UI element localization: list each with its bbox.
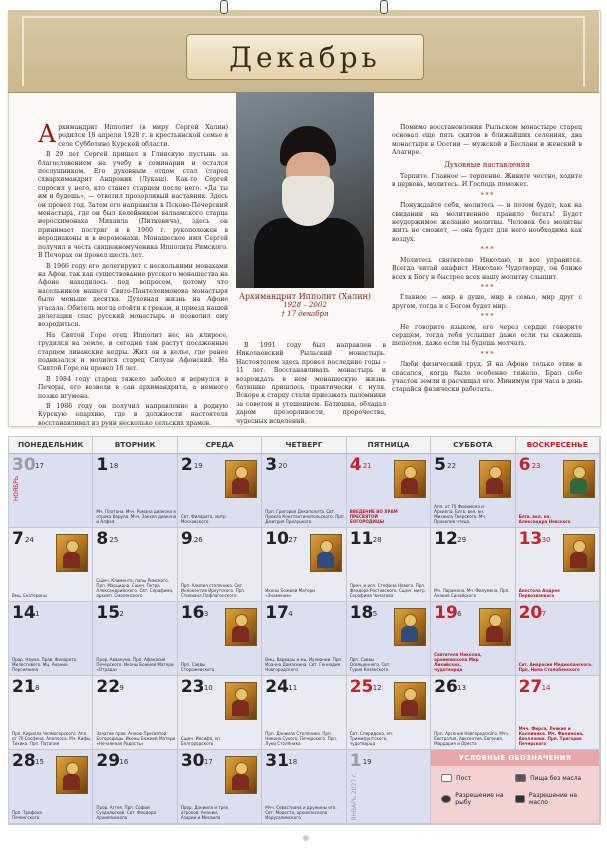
day-note: Свт. Филарета, митр. Московского (180, 514, 228, 524)
day-cell[interactable] (178, 454, 262, 528)
day-note: Вмц. Екатерины (12, 593, 47, 598)
day-cell[interactable] (9, 750, 93, 824)
quote-4: Главное — мир в душе, мир в семье, мир друг с другом, тогда и с Богом будет мир. (392, 294, 582, 310)
day-number: 12 (434, 529, 458, 549)
day-number: 15 (96, 603, 121, 623)
calendar-grid (8, 436, 601, 825)
intro-paragraph-1 (38, 120, 228, 149)
day-cell[interactable] (431, 602, 515, 676)
day-cell[interactable] (516, 676, 600, 750)
day-note: Прор. Аввакума. Прп. Афанасия Печерского. Иконы Божией Матери «Отрада» (96, 657, 174, 672)
day-number: 20 (518, 603, 543, 623)
old-style-date: 27 (288, 536, 298, 544)
days-grid (9, 454, 600, 824)
day-note: Блгв. вел. кн. Александра Невского (518, 514, 571, 524)
day-cell[interactable] (431, 454, 515, 528)
day-note: ВВЕДЕНИЕ ВО ХРАМ ПРЕСВЯТОЙ БОГОРОДИЦЫ (349, 509, 398, 524)
legend-label: Пост (456, 774, 472, 782)
legend-title: УСЛОВНЫЕ ОБОЗНАЧЕНИЯ (431, 750, 599, 766)
month-title-banner (186, 34, 424, 80)
photo-caption (236, 292, 374, 319)
old-style-date: 28 (372, 536, 382, 544)
day-note: Вмц. Варвары и мц. Иулиании. Прп. Иоанна Дамаскина. Свт. Геннадия Новгородского (265, 657, 343, 672)
day-number: 1 (96, 455, 109, 475)
saint-icon (225, 460, 257, 498)
day-note: Прор. Аггея. Прп. Софии Суздальской. Свт. Феодора Архиепископа (96, 805, 156, 820)
day-cell[interactable] (178, 602, 262, 676)
day-number: 21 (12, 677, 36, 697)
month-side-label: НОЯБРЬ (13, 476, 20, 502)
biography-column (38, 120, 228, 430)
day-note: Мч. Парамона. Мч. Филумена. Прп. Акакия Синайского (434, 588, 510, 598)
old-style-date: 4 (288, 610, 293, 618)
weekday-mon: ПОНЕДЕЛЬНИК (9, 437, 93, 453)
middle-paragraph: В 1991 году был направлен в Николаевский Рыльский монастырь. Настоятелем здесь провел последние годы – 11 лет. Восстанавливать монастырь и возрождать в нем монашескую жизнь батюшке пришлось практически с нуля. Вскоре к старцу стали приезжать паломники за советом и утешением. Батюшка, обладал даром прозорливости, пророчества, чудесных исцелений. (236, 342, 386, 425)
saint-icon (479, 608, 511, 646)
weekday-tue: ВТОРНИК (93, 437, 177, 453)
weekday-header (9, 437, 600, 454)
day-note: Апостола Андрея Первозванного (518, 588, 560, 598)
day-number: 14 (12, 603, 36, 623)
intro-paragraph-6: В 1986 году он получил направление в родную Курскую епархию, где в должности настоятеля восстанавливал из руин несколько сельских храмов. (38, 403, 228, 427)
old-style-date: 15 (35, 758, 44, 766)
portrait-photo (236, 92, 374, 288)
old-style-date: 3 (203, 610, 209, 618)
saint-icon (56, 756, 88, 794)
day-cell[interactable] (9, 528, 93, 602)
day-cell[interactable] (516, 602, 600, 676)
day-number: 26 (434, 677, 458, 697)
day-cell[interactable] (9, 676, 93, 750)
old-style-date: 7 (541, 610, 547, 618)
day-number: 9 (180, 529, 193, 549)
weekday-fri: ПЯТНИЦА (347, 437, 431, 453)
old-style-date: 6 (457, 610, 462, 618)
day-cell[interactable] (516, 528, 600, 602)
day-cell[interactable] (9, 602, 93, 676)
old-style-date: 16 (119, 758, 129, 766)
day-note: Мчч. Севастиана и дружины его. Свт. Модеста, архиепископа Иерусалимского (265, 805, 337, 820)
day-cell[interactable] (93, 676, 177, 750)
day-note: Свт. Амвросия Медиоланского. Прп. Нила Столобенского (518, 662, 593, 672)
month-side-label: ЯНВАРЬ 2027 г. (350, 772, 358, 821)
day-note: Мч. Платона. Мчч. Романа диакона и отрока Варула. Мчч. Закхея диакона и Алфея. (96, 509, 177, 524)
divider-stars: * * * (480, 350, 494, 358)
old-style-date: 23 (531, 462, 541, 470)
old-style-date: 12 (372, 684, 382, 692)
old-style-date: 30 (541, 536, 551, 544)
weekday-sat: СУББОТА (431, 437, 515, 453)
quote-3: Молитесь святителю Николаю, и все управится. Всегда читай акафист Николаю Чудотворцу, он ближе всех к Богу и быстрее всех нашу молитву слышит. (392, 256, 582, 281)
legend-item (515, 792, 589, 806)
old-style-date: 14 (541, 684, 551, 692)
day-number: 7 (12, 529, 24, 549)
old-style-date: 29 (457, 536, 467, 544)
day-cell[interactable] (178, 676, 262, 750)
saint-icon (394, 608, 426, 646)
day-cell[interactable] (178, 750, 262, 824)
day-note: Прп. Арсения Новгородского. Мчч. Евстратия, Авксентия, Евгения, Мардария и Ореста (434, 731, 510, 746)
saint-icon (394, 460, 426, 498)
day-number: 2 (180, 455, 193, 475)
weekday-thu: ЧЕТВЕРГ (262, 437, 346, 453)
saint-icon (56, 534, 88, 572)
day-number: 5 (434, 455, 446, 475)
day-cell[interactable] (93, 528, 177, 602)
day-cell[interactable] (347, 454, 431, 528)
day-cell[interactable] (347, 528, 431, 602)
day-cell[interactable] (93, 602, 177, 676)
day-note: Прмч. и исп. Стефана Нового. Прп. Феодора Ростовского. Сщмч. митр. Серафима Чичагова (349, 583, 426, 598)
day-cell[interactable] (93, 750, 177, 824)
day-cell[interactable] (347, 676, 431, 750)
saint-icon (225, 608, 257, 646)
day-note: Прор. Даниила и трех отроков: Анании, Азарии и Мисаила (180, 805, 229, 820)
old-style-date: 22 (447, 462, 457, 470)
day-number: 28 (12, 751, 36, 771)
no-oil-icon (515, 774, 526, 782)
day-number: 1 (349, 751, 362, 771)
day-number: 27 (518, 677, 543, 697)
oil-icon (515, 795, 525, 803)
quote-2: Понуждайте себя, молитесь — и потом будет, как на свидании на молитвенное правило бегать! Будет неудержимое желание молитвы. Человек без молитвы жить не сможет, — она будет для него необходима как воздух. (392, 202, 582, 243)
old-style-date: 5 (372, 610, 378, 618)
day-note: Апп. от 70 Филимона и Архиппа. Блгв. вел. кн. Михаила Тверского. Мч. Прокопия чтеца. (434, 504, 487, 524)
divider-stars: * * * (480, 191, 494, 199)
day-cell[interactable] (516, 454, 600, 528)
old-style-date: 8 (35, 684, 40, 692)
fast-icon (441, 774, 452, 782)
saint-icon (479, 460, 511, 498)
dropcap: А (38, 120, 57, 148)
old-style-date: 11 (288, 684, 298, 692)
legend-panel (431, 750, 600, 824)
saint-icon (310, 534, 342, 572)
day-number: 8 (96, 529, 109, 549)
legend-item (515, 774, 589, 782)
binder-ring-left (220, 0, 228, 14)
legend-item (441, 792, 515, 806)
legend-item (441, 774, 515, 782)
day-note: Прп. Саввы Освященного. Свт. Гурия Казанского (349, 657, 391, 672)
instructions-column (392, 124, 582, 397)
day-note: Прп. Даниила Столпника. Прп. Никона Сухого, Печерского. Прп. Луки Столпника (265, 731, 338, 746)
day-note: Сщмч. Климента, папы Римского. Прп. Марциана. Сщмч. Петра Александрийского. Свт. Серафима, архиеп. Смоленского (96, 578, 174, 598)
intro-paragraph-4: На Святой Горе отец Ипполит нес на клиросе, трудился на земле, и сегодня там растут посаженные старцем ливанские кедры. Жил он в келье, где ранее подвизался и молился старец Силуан Афонский. На Святой Горе он провел 18 лет. (38, 331, 228, 373)
divider-stars: * * * (480, 313, 494, 321)
day-cell[interactable] (262, 602, 346, 676)
old-style-date: 9 (119, 684, 124, 692)
day-note: Прп. Саввы Сторожевского (180, 662, 215, 672)
intro-text-1: рхимандрит Ипполит (в миру Сергей Халин) родился 18 апреля 1928 г. в крестьянской семье в селе Субботино Курской области. (58, 124, 228, 148)
day-number: 30 (12, 455, 36, 475)
day-cell[interactable] (347, 750, 431, 824)
old-style-date: 2 (119, 610, 124, 618)
day-number: 25 (349, 677, 374, 697)
legend-label: Пища без масла (530, 774, 582, 782)
old-style-date: 18 (109, 462, 119, 470)
weekday-wed: СРЕДА (178, 437, 262, 453)
old-style-date: 21 (362, 462, 372, 470)
fish-icon (441, 795, 451, 803)
quote-5: Не говорите языком, его через сердце говорите сердцем, тогда тебя услышат даже если ты скажешь шепотом, даже если ты будешь молчать. (392, 323, 582, 348)
intro-paragraph-2: В 29 лет Сергей пришел в Глинскую пустынь за благословением на учебу в семинарии и остался послушником. Его духовным отцом стал старец схиархимандрит Андроник (Лукаш). Как-то Сергей спросил у него, кто станет старцем после него. «Да ты им и будешь», — ответил прозорливый наставник. Здесь он провел год. Затем его направили в Псково-Печерский монастырь, где он был келейником валаамского старца иеросхимонаха Михаила (Питкевича), здесь он принимает постриг и в 1960 г. рукоположен в иеродиаконы и в иеромонахи. Монашеское имя Сергей получил в честь священномученика Ипполита Римского. В Печорах он провел шесть лет. (38, 151, 228, 260)
day-note: Прп. Григория Декаполита. Свт. Прокла Константинопольского. Прп. Дмитрия Прилуцкого (265, 509, 345, 524)
day-note: Прор. Наума. Прав. Филарета Милостивого. Мц. Анании Персиянина (12, 657, 77, 672)
instructions-heading: Духовные наставления (444, 160, 530, 169)
day-number: 24 (265, 677, 289, 697)
intro-paragraph-3: В 1966 году его делегируют с несколькими монахами на Афон, так как существование русского монашества на Афоне находилось под вопросом, потому что насельников нашего Свято-Пантелеимонова монастыря было меньше десятка. Духовная жизнь на Афоне угасала. Обитель могла отойти к грекам, и приезд нашей делегации спас русский монастырь и позволил ему возродиться. (38, 262, 228, 329)
day-cell[interactable] (262, 528, 346, 602)
day-number: 16 (180, 603, 205, 623)
day-cell[interactable] (178, 528, 262, 602)
day-cell[interactable] (262, 750, 346, 824)
day-note: Святителя Николая, архиепископа Мир Ликийских, чудотворца (434, 652, 482, 672)
old-style-date: 1 (35, 610, 40, 618)
day-cell[interactable] (347, 602, 431, 676)
day-cell[interactable] (431, 528, 515, 602)
day-number: 18 (349, 603, 374, 623)
day-note: Зачатие прав. Анною Пресвятой Богородицы. Иконы Божией Матери «Нечаянная Радость» (96, 731, 176, 746)
day-number: 29 (96, 751, 121, 771)
old-style-date: 17 (35, 462, 44, 470)
day-cell[interactable] (431, 676, 515, 750)
day-number: 6 (518, 455, 531, 475)
month-title: Декабрь (229, 40, 381, 74)
day-number: 22 (96, 677, 121, 697)
day-cell[interactable] (9, 454, 93, 528)
day-number: 13 (518, 529, 543, 549)
binder-hole (303, 835, 309, 841)
day-number: 19 (434, 603, 458, 623)
day-note: Иконы Божией Матери «Знамение» (265, 588, 315, 598)
old-style-date: 26 (193, 536, 203, 544)
day-note: Прп. Трифона Печенгского (12, 810, 42, 820)
saint-icon (563, 460, 595, 498)
caption-years: 1928 – 2002 (283, 301, 327, 309)
old-style-date: 10 (203, 684, 213, 692)
day-cell[interactable] (262, 454, 346, 528)
day-number: 30 (180, 751, 205, 771)
caption-name: Архимандрит Ипполит (Халин) (239, 292, 371, 301)
day-number: 11 (349, 529, 374, 549)
weekday-sun: ВОСКРЕСЕНЬЕ (516, 437, 600, 453)
day-number: 31 (265, 751, 289, 771)
day-note: Сщмч. Иосифа, еп. Белгородского (180, 736, 222, 746)
intro-paragraph-5: В 1984 году старец тяжело заболел и вернулся в Печоры, его возвели в сан архимандрита, а немного позже игумена. (38, 375, 228, 400)
binder-ring-right (380, 0, 388, 14)
saint-icon (394, 682, 426, 720)
old-style-date: 19 (193, 462, 203, 470)
old-style-date: 20 (278, 462, 288, 470)
old-style-date: 13 (457, 684, 467, 692)
old-style-date: 17 (203, 758, 213, 766)
day-number: 4 (349, 455, 362, 475)
legend-label: Разрешение на рыбу (455, 792, 504, 806)
middle-column (236, 342, 386, 428)
caption-memorial: † 17 декабря (281, 310, 329, 318)
quote-1: Терпите. Главное — терпение. Живите честно, ходите в церковь, молитесь. И Господь поможет. (392, 173, 582, 189)
legend-label: Разрешение на масло (528, 792, 578, 806)
saint-icon (225, 756, 257, 794)
old-style-date: 24 (25, 536, 34, 544)
day-note: Прп. Алипия столпника. Свт. Иннокентия Иркутского. Прп. Стилиана Пафлагонского (180, 583, 246, 598)
quote-6: Люби физический труд. Я на Афоне только этим и спасался, когда было особенно тяжело. Брал себе участок земли и расчищал его. Минимум три часа в день старайся физически работать. (392, 361, 582, 394)
old-style-date: 19 (362, 758, 372, 766)
saint-icon (225, 682, 257, 720)
right-lead: Помимо восстановления Рыльском монастыре старец основал еще пять скитов в ближайших селениях, два монастыря в Осетии — мужской в Беслани и женский в Алагире. (392, 124, 582, 157)
day-number: 17 (265, 603, 289, 623)
divider-stars: * * * (480, 246, 494, 254)
old-style-date: 25 (109, 536, 119, 544)
day-cell[interactable] (93, 454, 177, 528)
day-note: Свт. Спиридона, еп. Тримифунтского, чудотворца (349, 731, 394, 746)
day-note: Мчч. Фирса, Левкия и Каллиника. Мч. Филимона, Аполлония. Прп. Тригория Печерского (518, 726, 584, 746)
saint-icon (563, 534, 595, 572)
day-note: Прп. Кирилла Челмогорского. Апп. от 70 Сосфена, Аполлоса. Мч. Кифы, Тихика. Прп. Патапия (12, 731, 92, 746)
day-number: 10 (265, 529, 289, 549)
day-number: 3 (265, 455, 278, 475)
old-style-date: 18 (288, 758, 298, 766)
day-number: 23 (180, 677, 205, 697)
divider-stars: * * * (480, 283, 494, 291)
day-cell[interactable] (262, 676, 346, 750)
